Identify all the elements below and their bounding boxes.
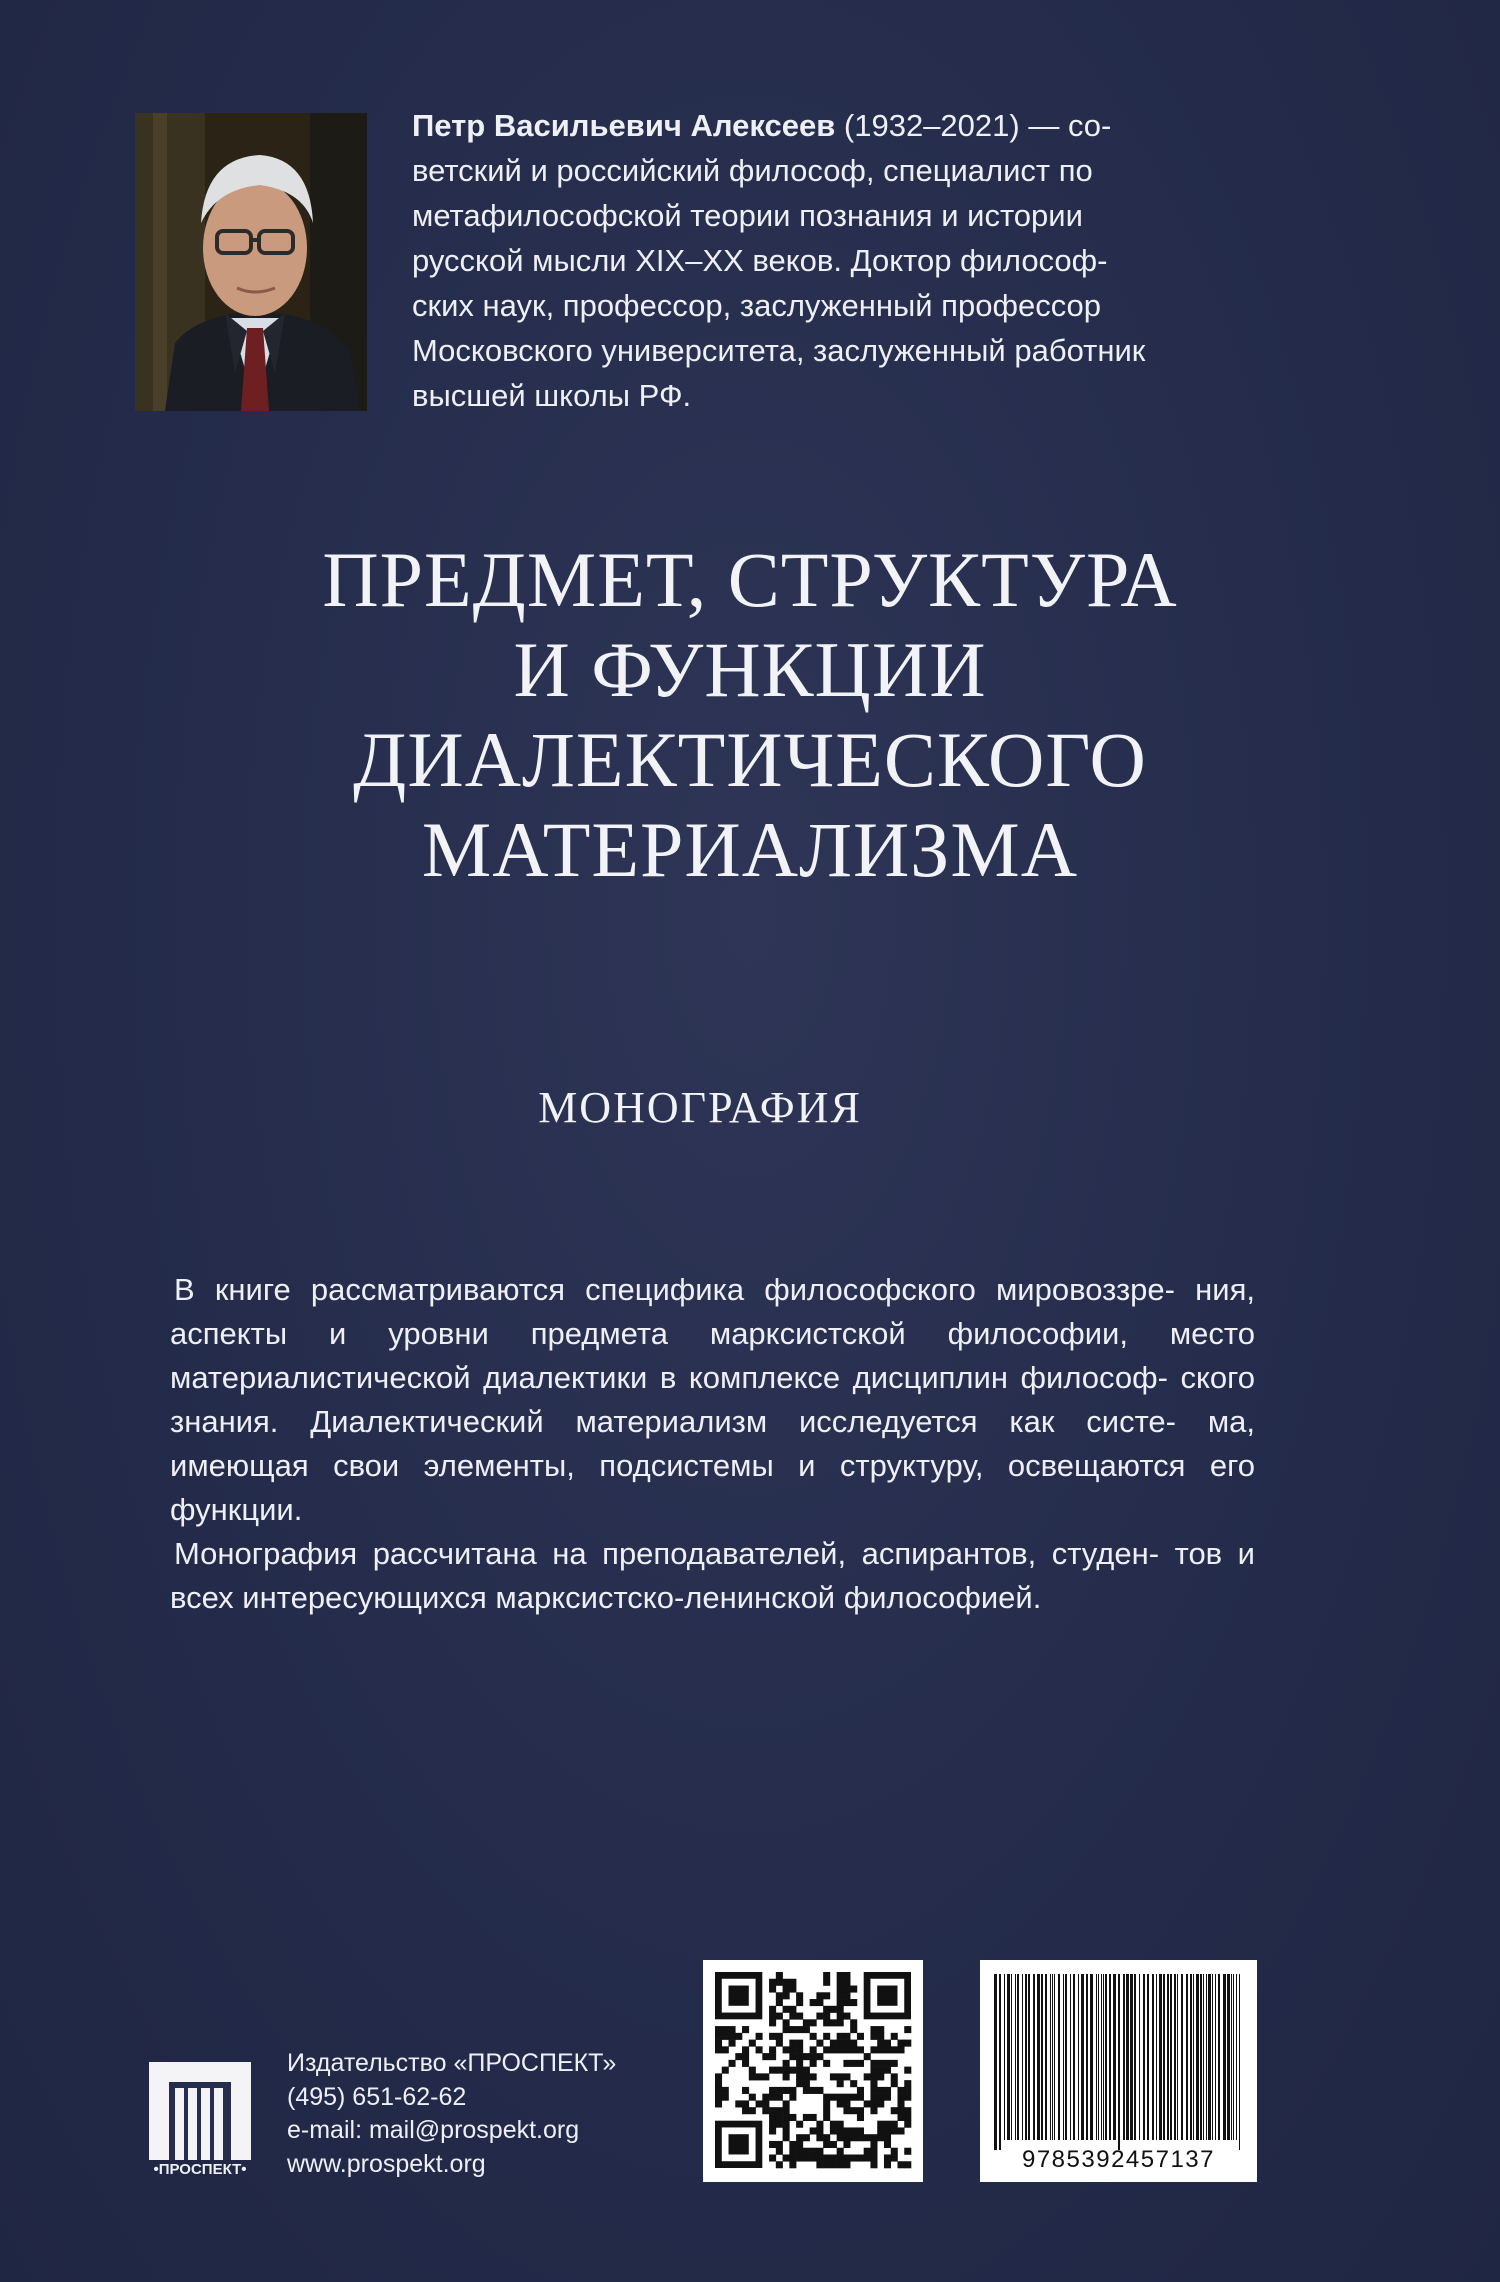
bio-line: ветский и российский философ, специалист по [412,153,1093,188]
bio-line: Московского университета, заслуженный работник [412,333,1146,368]
publisher-info [287,2047,616,2181]
annotation [170,1268,1255,1620]
publisher-email: e-mail: mail@prospekt.org [287,2116,580,2144]
annotation-line: ния, аспекты и уровни предмета марксистской философии, место [170,1272,1255,1351]
title-line: ПРЕДМЕТ, СТРУКТУРА [322,536,1178,623]
annotation-paragraph [170,1532,1255,1620]
author-name: Петр Васильевич Алексеев [412,108,836,143]
annotation-line: его функции. [170,1448,1255,1527]
bio-line: русской мысли XIX–XX веков. Доктор философ- [412,243,1108,278]
annotation-line: ма, имеющая свои элементы, подсистемы и структуру, освещаются [170,1404,1255,1483]
annotation-paragraph [170,1268,1255,1532]
bio-line: (1932–2021) — со- [835,108,1112,143]
bio-line: ских наук, профессор, заслуженный профессор [412,288,1102,323]
publisher-name: Издательство «ПРОСПЕКТ» [287,2049,617,2077]
barcode-digits: 9785392457137 [1021,2146,1216,2173]
author-photo [135,113,367,411]
title-line: ДИАЛЕКТИЧЕСКОГО [353,716,1147,803]
title-line: И ФУНКЦИИ [513,626,987,713]
qr-code [703,1960,923,2182]
annotation-line: тов и всех интересующихся марксистско-ленинской философией. [170,1536,1255,1615]
publisher-website: www.prospekt.org [287,2149,486,2178]
isbn-barcode [980,1960,1257,2182]
title-line: МАТЕРИАЛИЗМА [421,806,1079,893]
publisher-logo-text: •ПРОСПЕКТ• [153,2161,247,2178]
annotation-line: ского знания. Диалектический материализм исследуется как систе- [170,1360,1255,1439]
bio-line: высшей школы РФ. [412,378,692,413]
bio-line: метафилософской теории познания и истории [412,198,1083,233]
book-title [150,535,1350,895]
publisher-phone: (495) 651-62-62 [287,2082,467,2111]
author-bio [412,103,1252,418]
annotation-line: Монография рассчитана на преподавателей, аспирантов, студен- [174,1536,1160,1571]
annotation-line: В книге рассматриваются специфика философского мировоззре- [174,1272,1175,1307]
annotation-line: материалистической диалектики в комплексе дисциплин философ- [170,1360,1168,1395]
book-genre: МОНОГРАФИЯ [538,1083,862,1132]
